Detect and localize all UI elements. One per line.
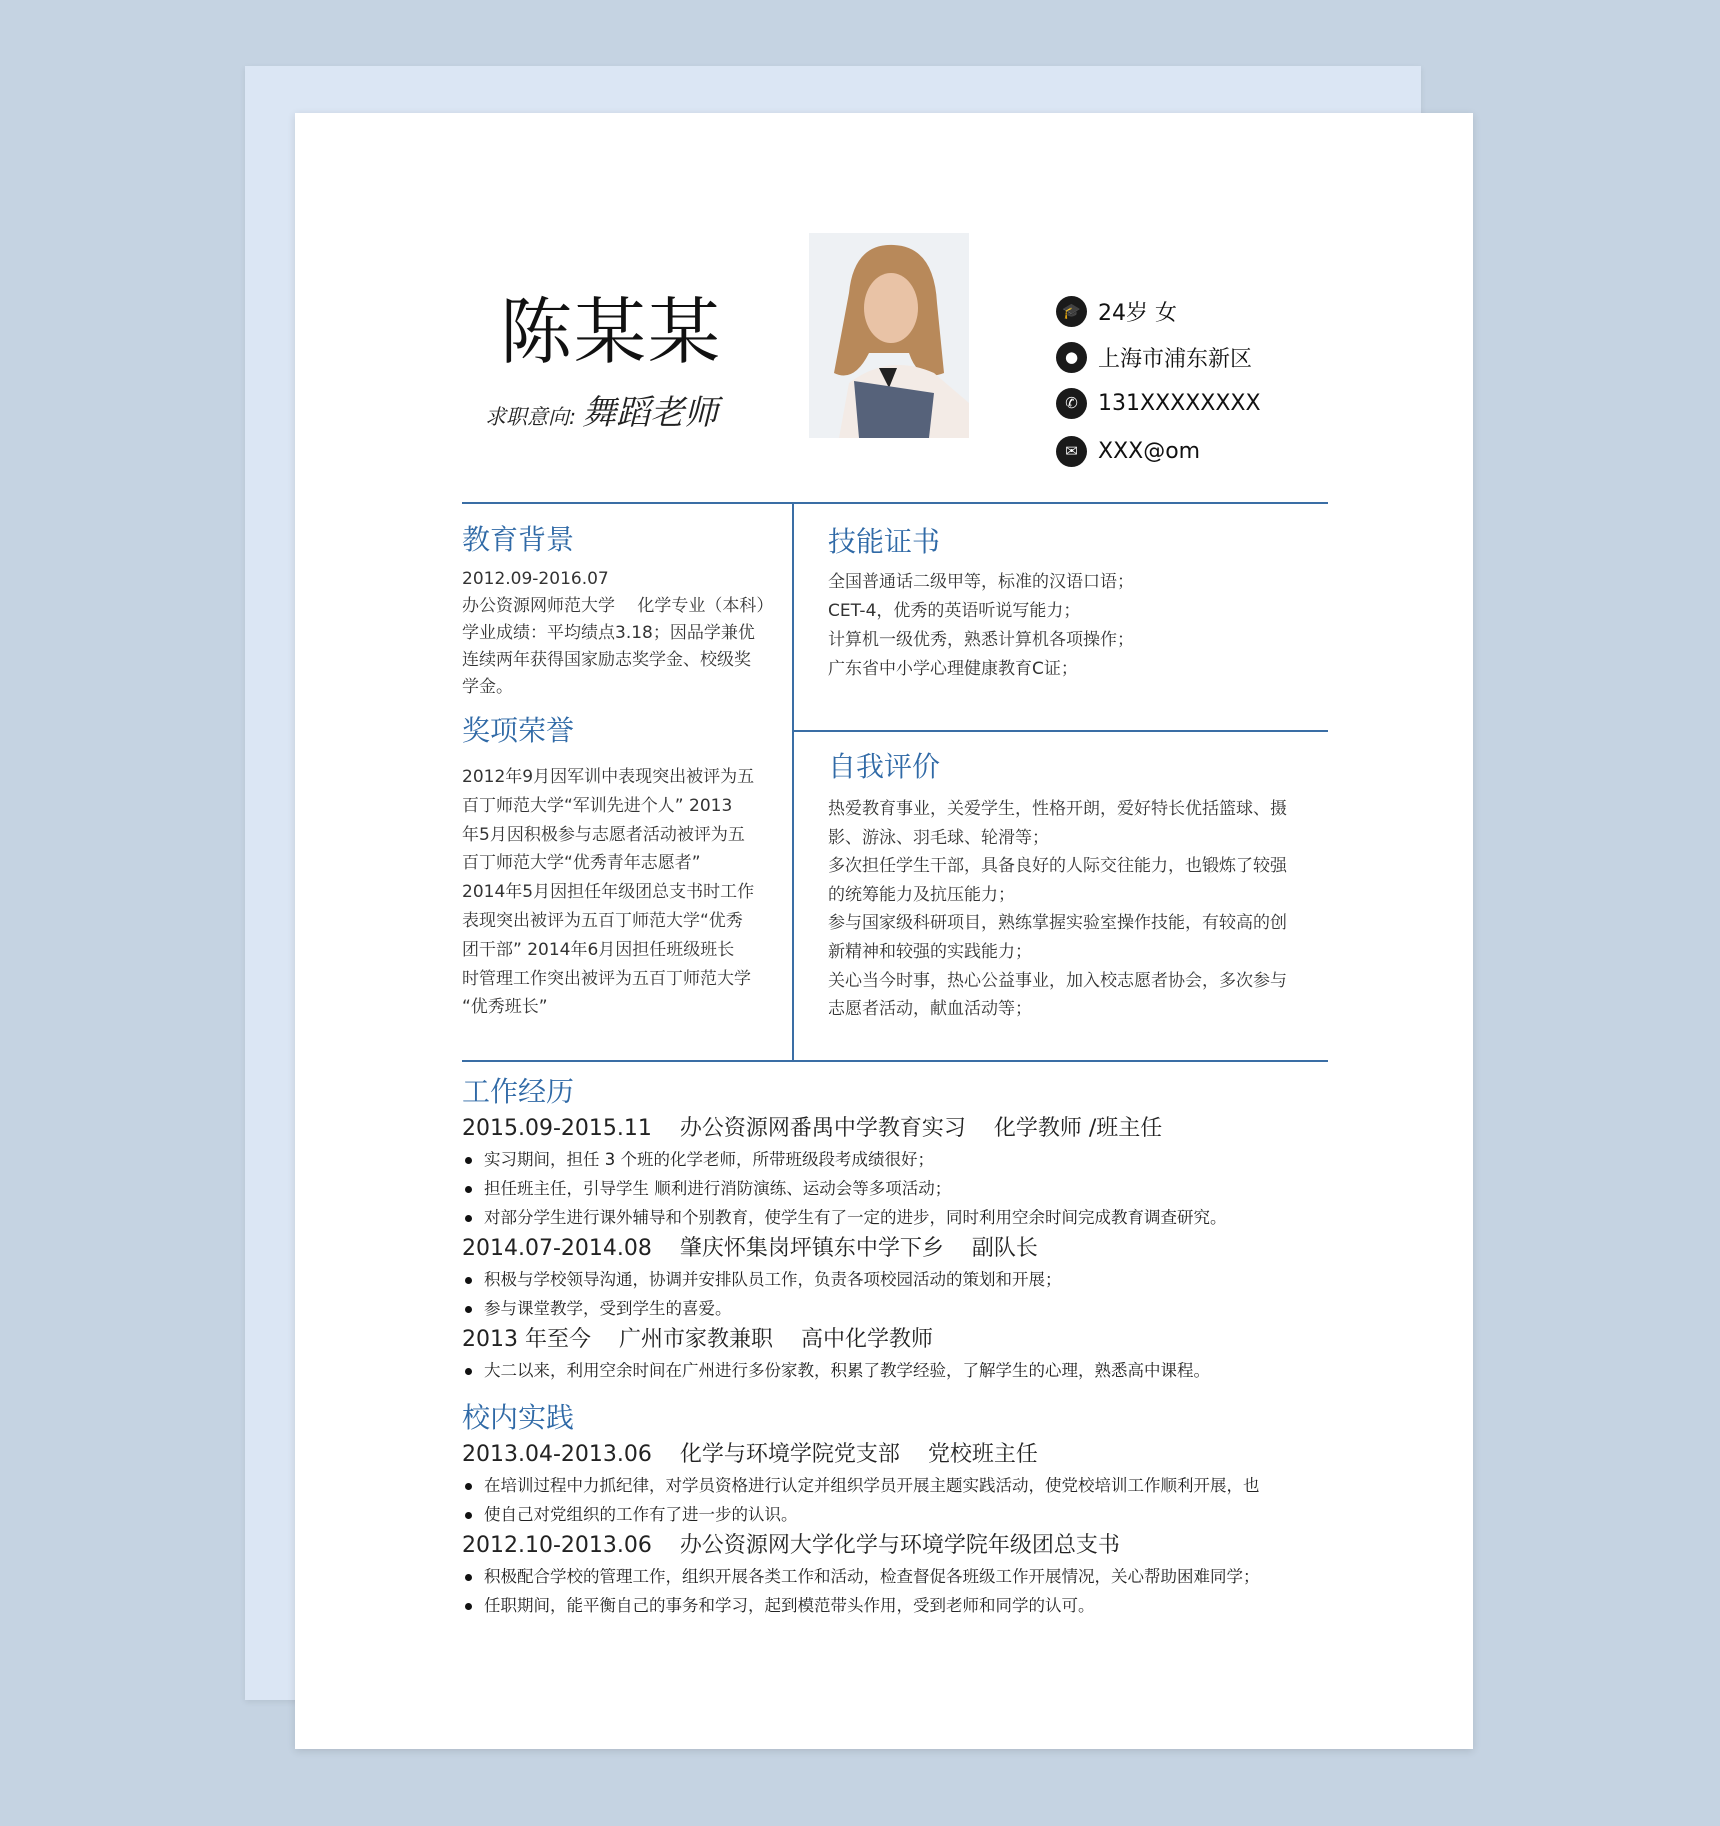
bullet-item: 对部分学生进行课外辅导和个别教育，使学生有了一定的进步，同时利用空余时间完成教育调查研究。 [462,1203,1227,1232]
location-pin-icon: ● [1056,342,1087,373]
text-line: 时管理工作突出被评为五百丁师范大学 [462,968,751,989]
text-line: 关心当今时事，热心公益事业，加入校志愿者协会，多次参与 [828,970,1287,991]
mail-icon: ✉ [1056,436,1087,467]
text-line: 广东省中小学心理健康教育C证； [828,659,1078,679]
entry-header [462,1112,1227,1145]
contact-email: ✉ XXX@om [1056,434,1200,468]
entry-date: 2012.10-2013.06 [462,1533,652,1558]
bullet-item: 积极与学校领导沟通，协调并安排队员工作，负责各项校园活动的策划和开展； [462,1265,1227,1294]
contact-age-gender: 🎓 24岁 女 [1056,294,1177,328]
text-line: 2014年5月因担任年级团总支书时工作 [462,882,755,903]
entry-date: 2013.04-2013.06 [462,1442,652,1467]
section-title: 奖项荣誉 [462,714,575,747]
entry-header [462,1232,1227,1265]
bullet-item: 积极配合学校的管理工作，组织开展各类工作和活动，检查督促各班级工作开展情况，关心帮助困难同学； [462,1562,1260,1591]
text-line: 热爱教育事业，关爱学生，性格开朗，爱好特长优括篮球、摄 [828,799,1287,819]
text-line: 影、游泳、羽毛球、轮滑等； [828,827,1049,848]
contact-address: ● 上海市浦东新区 [1056,340,1252,374]
graduation-cap-icon: 🎓 [1056,296,1087,327]
section-title: 校内实践 [462,1401,575,1434]
divider [462,502,1328,504]
entry-org: 办公资源网大学化学与环境学院年级团总支书 [679,1533,1120,1558]
text-line: 办公资源网师范大学 化学专业（本科） [462,596,774,616]
bullet-item: 任职期间，能平衡自己的事务和学习，起到模范带头作用，受到老师和同学的认可。 [462,1591,1260,1620]
profile-photo [809,233,969,438]
text-line: 的统筹能力及抗压能力； [828,884,1015,905]
entry-org: 办公资源网番禺中学教育实习 [679,1116,966,1141]
divider [462,1060,1328,1062]
bullet-item: 在培训过程中力抓纪律，对学员资格进行认定并组织学员开展主题实践活动，使党校培训工作顺利开展，也 [462,1471,1260,1500]
practice-section [462,1401,1260,1620]
education-body [462,566,773,701]
text-line: 百丁师范大学“军训先进个人” 2013 [462,795,733,816]
entry-header [462,1529,1260,1562]
text-line: 2012年9月因军训中表现突出被评为五 [462,767,755,787]
education-section [462,523,774,701]
bullet-item: 实习期间，担任 3 个班的化学老师，所带班级段考成绩很好； [462,1145,1227,1174]
job-intent-value: 舞蹈老师 [582,393,719,433]
entry-date: 2013 年至今 [462,1327,591,1352]
text-line: 2012.09-2016.07 [462,569,609,589]
entry-org: 化学与环境学院党支部 [679,1442,900,1467]
work-section [462,1075,1227,1385]
bullet-item: 担任班主任，引导学生 顺利进行消防演练、运动会等多项活动； [462,1174,1227,1203]
bullet-item: 使自己对党组织的工作有了进一步的认识。 [462,1500,1260,1529]
entry-org: 广州市家教兼职 [618,1327,773,1352]
awards-body [462,763,754,1022]
text-line: 学金。 [462,677,513,697]
self-eval-section [828,750,1287,1024]
text-line: 计算机一级优秀，熟悉计算机各项操作； [828,630,1134,650]
skills-section [828,525,1134,684]
divider [793,730,1328,732]
text-line: 志愿者活动，献血活动等； [828,999,1032,1020]
text-line: 全国普通话二级甲等，标准的汉语口语； [828,572,1134,592]
entry-role: 化学教师 /班主任 [993,1116,1163,1141]
text-line: 百丁师范大学“优秀青年志愿者” [462,853,701,874]
text-line: 连续两年获得国家励志奖学金、校级奖 [462,650,751,670]
text-line: 年5月因积极参与志愿者活动被评为五 [462,824,745,845]
resume-page [295,113,1473,1749]
job-intent-label: 求职意向: [485,405,577,429]
text-line: 新精神和较强的实践能力； [828,941,1032,962]
candidate-name: 陈某某 [500,290,723,374]
entry-org: 肇庆怀集岗坪镇东中学下乡 [679,1236,944,1261]
entry-header [462,1323,1227,1356]
phone-icon: ✆ [1056,388,1087,419]
entry-header [462,1438,1260,1471]
job-intent [485,385,718,434]
divider-vertical [792,502,794,1061]
text-line: 表现突出被评为五百丁师范大学“优秀 [462,910,743,931]
awards-section [462,714,755,1022]
entry-date: 2015.09-2015.11 [462,1116,652,1141]
text-line: CET-4，优秀的英语听说写能力； [828,601,1081,621]
contact-phone: ✆ 131XXXXXXXX [1056,386,1261,420]
text-line: 团干部” 2014年6月因担任班级班长 [462,939,735,960]
entry-role: 副队长 [971,1236,1038,1261]
section-title: 技能证书 [828,525,941,558]
text-line: 参与国家级科研项目，熟练掌握实验室操作技能，有较高的创 [828,913,1287,934]
section-title: 自我评价 [828,750,941,783]
section-title: 教育背景 [462,523,575,556]
entry-date: 2014.07-2014.08 [462,1236,652,1261]
entry-role: 党校班主任 [927,1442,1038,1467]
bullet-item: 参与课堂教学，受到学生的喜爱。 [462,1294,1227,1323]
section-title: 工作经历 [462,1075,575,1108]
text-line: “优秀班长” [462,997,548,1018]
text-line: 多次担任学生干部，具备良好的人际交往能力，也锻炼了较强 [828,856,1287,877]
self-eval-body [828,795,1287,1024]
bullet-item: 大二以来，利用空余时间在广州进行多份家教，积累了教学经验，了解学生的心理，熟悉高中课程。 [462,1356,1227,1385]
text-line: 学业成绩：平均绩点3.18；因品学兼优 [462,623,755,643]
skills-body [828,568,1134,684]
entry-role: 高中化学教师 [801,1327,934,1352]
